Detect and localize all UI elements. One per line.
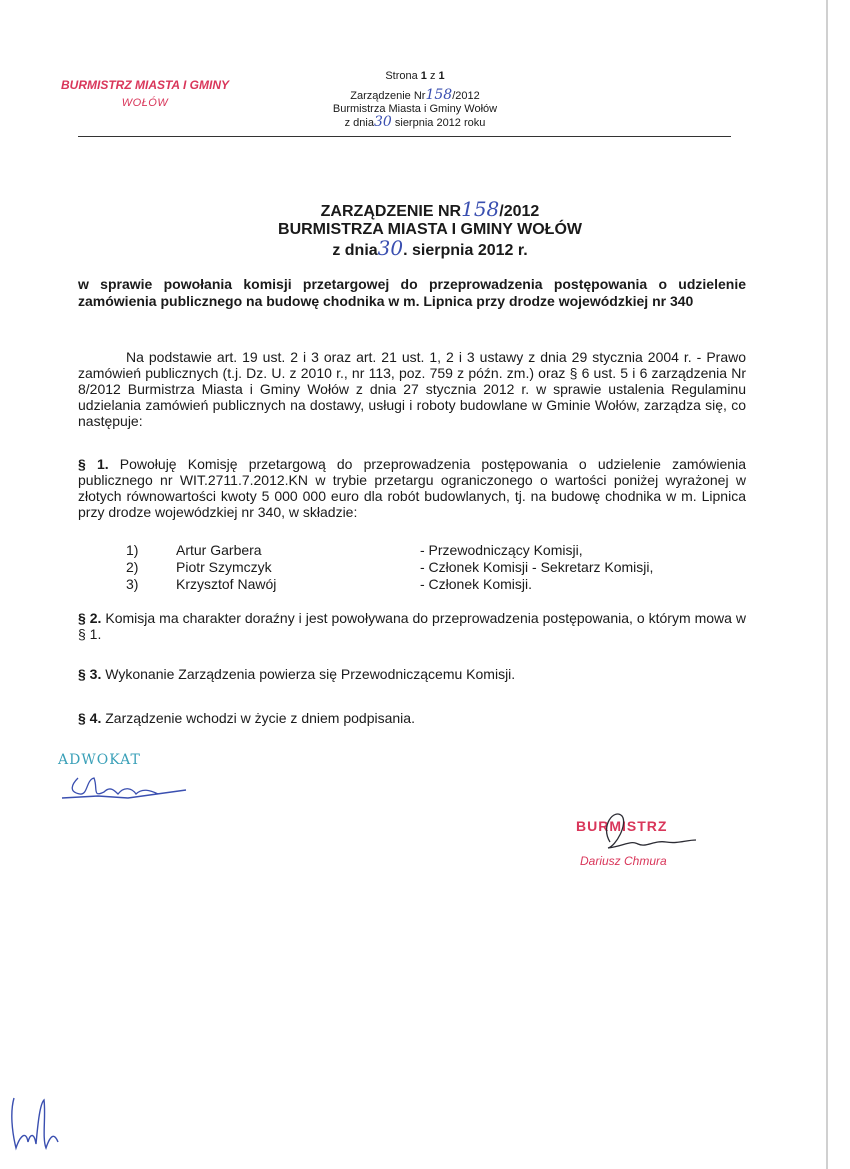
title-suffix: /2012	[499, 203, 540, 220]
document-subject: w sprawie powołania komisji przetargowej do przeprowadzenia postępowania o udzielenie zamówienia publicznego na budowę chodnika w m. Lipnica przy drodze wojewódzkiej nr 340	[78, 276, 746, 309]
burmistrz-stamp-title: BURMISTRZ	[576, 818, 668, 834]
ref-prefix: Zarządzenie Nr	[350, 90, 426, 102]
document-title	[150, 197, 710, 260]
section-label: § 3.	[78, 666, 102, 682]
title-line3	[150, 236, 710, 260]
date-handwritten: 30	[373, 114, 392, 130]
title-date-handwritten: 30	[377, 236, 404, 260]
section-label: § 1.	[78, 456, 109, 472]
page-total: 1	[438, 70, 445, 82]
preamble: Na podstawie art. 19 ust. 2 i 3 oraz art. 21 ust. 1, 2 i 3 ustawy z dnia 29 stycznia 2004 r. - Prawo zamówień publicznych (t.j. Dz. U. z 2010 r., nr 113, poz. 759 z późn. zm.) oraz § 6 ust. 5 i 6 zarządzenia Nr 8/2012 Burmistrza Miasta i Gminy Wołów z dnia 27 stycznia 2012 r. w sprawie ustalenia Regulaminu udzielania zamówień publicznych na dostawy, usługi i roboty budowlane w Gminie Wołów, zarządza się, co następuje:	[78, 349, 746, 429]
document-header	[300, 70, 530, 130]
section-text: Komisja ma charakter doraźny i jest powoływana do przeprowadzenia postępowania, o którym mowa w § 1.	[78, 610, 747, 642]
section-label: § 4.	[78, 710, 102, 726]
date-suffix: sierpnia 2012 roku	[391, 117, 486, 129]
member-row	[126, 559, 746, 576]
member-number: 1)	[126, 542, 139, 558]
header-rule	[78, 136, 731, 137]
burmistrz-stamp	[570, 806, 720, 876]
member-role: - Przewodniczący Komisji,	[420, 542, 583, 558]
member-row	[126, 542, 746, 559]
section-2	[78, 610, 746, 642]
ref-suffix: /2012	[452, 90, 480, 102]
title-line2: BURMISTRZA MIASTA I GMINY WOŁÓW	[278, 221, 582, 238]
section-3	[78, 666, 746, 682]
scan-edge	[826, 0, 828, 1169]
title-number-handwritten: 158	[461, 197, 500, 221]
adwokat-stamp	[58, 752, 198, 812]
member-name: Piotr Szymczyk	[176, 559, 272, 575]
title-date-prefix: z dnia	[332, 242, 378, 259]
member-number: 2)	[126, 559, 139, 575]
member-number: 3)	[126, 576, 139, 592]
date-prefix: z dnia	[344, 117, 374, 129]
section-text: Zarządzenie wchodzi w życie z dniem podpisania.	[101, 710, 415, 726]
page-indicator	[300, 70, 530, 83]
issuer-stamp-line2: WOŁÓW	[121, 97, 169, 109]
committee-members	[126, 542, 746, 593]
title-date-suffix: . sierpnia 2012 r.	[403, 242, 528, 259]
header-issuer: Burmistrza Miasta i Gminy Wołów	[332, 103, 498, 115]
adwokat-stamp-text: ADWOKAT	[58, 752, 141, 768]
burmistrz-signature	[570, 806, 720, 876]
header-ref	[300, 89, 530, 103]
adwokat-signature	[58, 768, 198, 808]
page-current: 1	[420, 70, 427, 82]
page-prefix: Strona	[385, 70, 421, 82]
member-role: - Członek Komisji - Sekretarz Komisji,	[420, 559, 654, 575]
handwritten-initials	[6, 1092, 62, 1156]
title-line1	[150, 197, 710, 221]
issuer-stamp-line1: BURMISTRZ MIASTA I GMINY	[61, 78, 229, 92]
issuer-stamp	[50, 76, 240, 112]
section-4	[78, 710, 746, 726]
member-row	[126, 576, 746, 593]
section-1	[78, 456, 746, 520]
member-role: - Członek Komisji.	[420, 576, 533, 592]
ref-handwritten: 158	[425, 87, 453, 103]
member-name: Krzysztof Nawój	[176, 576, 277, 592]
title-prefix: ZARZĄDZENIE NR	[320, 203, 462, 220]
burmistrz-stamp-name: Dariusz Chmura	[580, 854, 667, 868]
header-date	[300, 116, 530, 130]
page-sep: z	[426, 70, 439, 82]
member-name: Artur Garbera	[176, 542, 262, 558]
section-text: Wykonanie Zarządzenia powierza się Przewodniczącemu Komisji.	[101, 666, 516, 682]
section-label: § 2.	[78, 610, 102, 626]
section-text: Powołuję Komisję przetargową do przeprowadzenia postępowania o udzielenie zamówienia publicznego nr WIT.2711.7.2012.KN w trybie przetargu ograniczonego o wartości poniżej wyrażonej w złotych równowartości kwoty 5 000 000 euro dla robót budowlanych, tj. na budowę chodnika w m. Lipnica przy drodze wojewódzkiej nr 340, w składzie:	[78, 456, 746, 520]
